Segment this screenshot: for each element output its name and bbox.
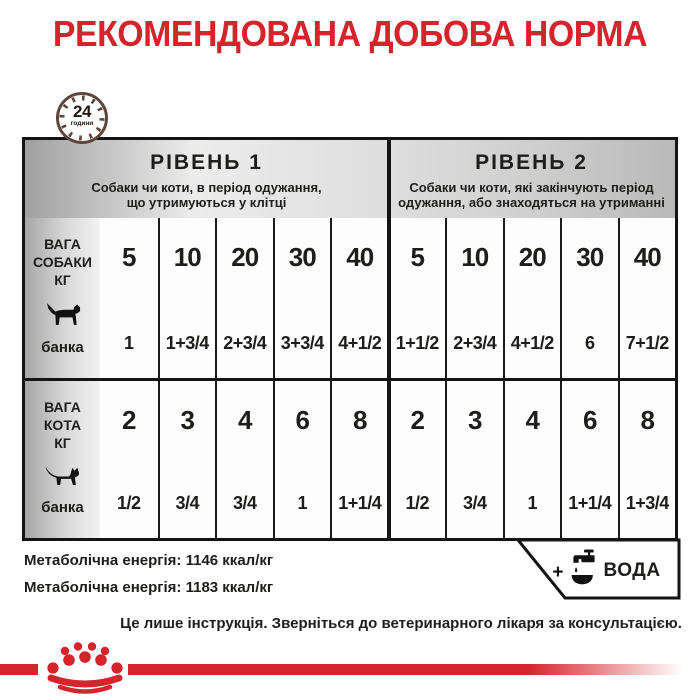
- level-divider: [387, 140, 391, 538]
- page-title: РЕКОМЕНДОВАНА ДОБОВА НОРМА: [52, 13, 648, 54]
- cat-l1-col3: [215, 381, 273, 538]
- cat-weight-label-3: КГ: [54, 435, 71, 451]
- dog-cans: 1+1/2: [395, 333, 439, 353]
- cat-weight: 6: [295, 405, 309, 435]
- dog-l2-col3: [503, 218, 561, 378]
- dog-weight-label-2: СОБАКИ: [33, 254, 92, 270]
- dog-l1-col1: [100, 218, 158, 378]
- water-label: ВОДА: [603, 559, 661, 581]
- dog-cans: 7+1/2: [625, 333, 669, 353]
- cat-cans: 3/4: [232, 493, 257, 513]
- cat-weight: 3: [468, 405, 482, 435]
- cat-weight: 2: [410, 405, 424, 435]
- dog-weight-label-3: КГ: [54, 272, 71, 288]
- cat-l1-col2: [158, 381, 216, 538]
- cat-weight: 6: [583, 405, 597, 435]
- cat-weight: 4: [525, 405, 539, 435]
- royal-canin-crown-logo: [43, 640, 127, 694]
- dog-icon: [45, 301, 81, 327]
- dog-l2-col4: [560, 218, 618, 378]
- cat-l2-col3: [503, 381, 561, 538]
- level1-header: [25, 140, 388, 218]
- cat-weight: 8: [353, 405, 367, 435]
- dog-weight: 5: [410, 242, 424, 272]
- cat-cans: 1: [297, 493, 307, 513]
- energy-line-1: Метаболічна енергія: 1146 ккал/кг: [24, 552, 274, 569]
- level2-subtitle-line2: одужання, або знаходяться на утриманні: [398, 194, 665, 210]
- cat-cans: 3/4: [175, 493, 200, 513]
- cat-cans: 1+3/4: [625, 493, 669, 513]
- dog-weight: 30: [576, 242, 604, 272]
- cat-can-label: банка: [41, 499, 84, 516]
- level1-subtitle-line2: що утримуються у клітці: [126, 194, 287, 210]
- clock-hours: 24: [73, 102, 91, 121]
- brand-stripe-left: [0, 664, 38, 675]
- cat-icon: [44, 464, 82, 488]
- dog-weight: 20: [231, 242, 259, 272]
- level1-subtitle-line1: Собаки чи коти, в період одужання,: [91, 179, 322, 195]
- cat-cans: 3/4: [462, 493, 487, 513]
- level2-title: РІВЕНЬ 2: [475, 150, 588, 174]
- dog-can-label: банка: [41, 339, 84, 356]
- clock-unit: години: [70, 120, 94, 127]
- cat-weight: 8: [640, 405, 654, 435]
- dog-weight: 40: [633, 242, 661, 272]
- dog-weight: 5: [122, 242, 136, 272]
- 24-hours-clock-icon: [55, 91, 109, 145]
- cat-label-column: [25, 381, 100, 538]
- water-badge: [509, 537, 682, 604]
- brand-stripe-right: [128, 664, 700, 675]
- dog-label-column: [25, 218, 100, 378]
- feeding-table: [22, 137, 678, 541]
- dog-section: [25, 218, 675, 378]
- cat-section: [25, 381, 675, 538]
- dog-cans: 4+1/2: [338, 333, 382, 353]
- dog-l2-col2: [445, 218, 503, 378]
- cat-l2-col5: [618, 381, 676, 538]
- dog-weight: 10: [173, 242, 201, 272]
- dog-weight: 20: [518, 242, 546, 272]
- dog-weight-label-1: ВАГА: [44, 236, 81, 252]
- cat-l2-col1: [388, 381, 446, 538]
- cat-weight: 3: [180, 405, 194, 435]
- cat-weight-label-1: ВАГА: [44, 399, 81, 415]
- dog-cans: 2+3/4: [223, 333, 267, 353]
- cat-weight: 4: [238, 405, 252, 435]
- cat-l2-col2: [445, 381, 503, 538]
- plus-sign: +: [552, 561, 564, 583]
- dog-l1-col3: [215, 218, 273, 378]
- dog-l1-col5: [330, 218, 388, 378]
- cat-weight: 2: [122, 405, 136, 435]
- cat-cans: 1+1/4: [568, 493, 612, 513]
- cat-cans: 1/2: [116, 493, 141, 513]
- dog-cans: 4+1/2: [510, 333, 554, 353]
- dog-weight: 10: [461, 242, 489, 272]
- cat-l1-col5: [330, 381, 388, 538]
- cat-cans: 1: [527, 493, 537, 513]
- dog-weight: 40: [346, 242, 374, 272]
- cat-cans: 1/2: [405, 493, 430, 513]
- cat-l2-col4: [560, 381, 618, 538]
- dog-l1-col4: [273, 218, 331, 378]
- cat-l1-col1: [100, 381, 158, 538]
- dog-l2-col5: [618, 218, 676, 378]
- dog-l1-col2: [158, 218, 216, 378]
- metabolic-energy-block: [24, 547, 273, 601]
- dog-cans: 3+3/4: [280, 333, 324, 353]
- cat-cans: 1+1/4: [338, 493, 382, 513]
- cat-weight-label-2: КОТА: [43, 417, 82, 433]
- level2-header: [388, 140, 675, 218]
- level1-title: РІВЕНЬ 1: [150, 150, 263, 174]
- dog-cans: 1: [123, 333, 134, 353]
- level2-subtitle-line1: Собаки чи коти, які закінчують період: [409, 179, 654, 195]
- dog-weight: 30: [288, 242, 316, 272]
- energy-line-2: Метаболічна енергія: 1183 ккал/кг: [24, 579, 274, 596]
- dog-cans: 6: [584, 333, 595, 353]
- cat-l1-col4: [273, 381, 331, 538]
- water-faucet-icon: [569, 548, 599, 593]
- dog-cans: 1+3/4: [165, 333, 209, 353]
- dog-cans: 2+3/4: [453, 333, 497, 353]
- table-header: [25, 140, 675, 218]
- disclaimer-text: Це лише інструкція. Зверніться до ветеринарного лікаря за консультацією.: [120, 615, 682, 632]
- dog-l2-col1: [388, 218, 446, 378]
